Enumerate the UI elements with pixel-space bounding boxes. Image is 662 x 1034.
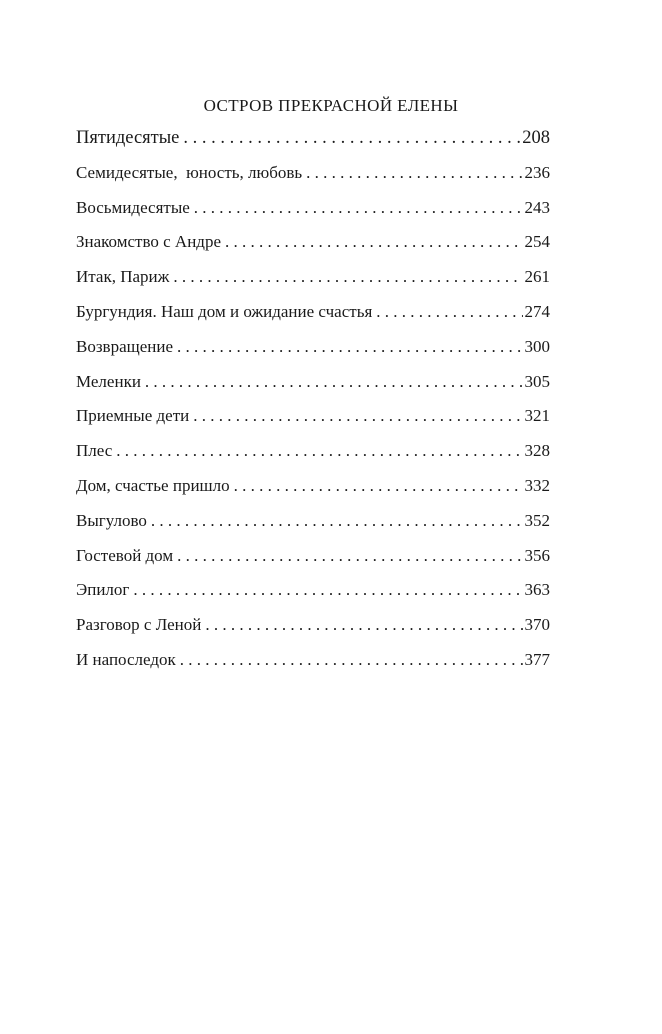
toc-entry-title: Пятидесятые: [76, 128, 180, 148]
toc-entry-title: И напоследок: [76, 649, 176, 669]
toc-entry: [76, 615, 550, 650]
toc-entry-title: Семидесятые, юность, любовь: [76, 162, 303, 182]
toc-entry-page: 377: [524, 649, 550, 669]
toc-entry-title: Разговор с Леной: [76, 615, 202, 635]
toc-entry-title: Восьмидесятые: [76, 197, 190, 217]
dot-leader: [234, 476, 523, 496]
dot-leader: [194, 198, 523, 218]
toc-entry-page: 328: [524, 441, 550, 461]
toc-entry-page: 370: [524, 615, 550, 635]
toc-entry-page: 243: [524, 197, 550, 217]
toc-entry-title: Гостевой дом: [76, 545, 174, 565]
dot-leader: [376, 302, 522, 322]
toc-entry-page: 300: [524, 336, 550, 356]
toc-entry-page: 332: [524, 475, 550, 495]
toc-entry: [76, 406, 550, 441]
toc-entry-page: 321: [524, 406, 550, 426]
toc-entry: [76, 441, 550, 476]
section-title: ОСТРОВ ПРЕКРАСНОЙ ЕЛЕНЫ: [203, 96, 459, 115]
toc-entry: [76, 580, 550, 615]
toc-entry: [76, 128, 550, 163]
toc-entry: [76, 372, 550, 407]
toc-entry: [76, 546, 550, 581]
toc-entry: [76, 163, 550, 198]
toc-entry-page: 236: [524, 162, 550, 182]
toc-entry: [76, 302, 550, 337]
toc-entry-title: Меленки: [76, 371, 141, 391]
dot-leader: [151, 511, 523, 531]
toc-entry-page: 274: [524, 301, 550, 321]
toc-entry-page: 352: [524, 510, 550, 530]
toc-entry-page: 305: [524, 371, 550, 391]
toc-entry-title: Возвращение: [76, 336, 174, 356]
dot-leader: [133, 580, 522, 600]
toc-entry: [76, 198, 550, 233]
toc-entry: [76, 337, 550, 372]
dot-leader: [306, 163, 522, 183]
toc-entry-page: 356: [524, 545, 550, 565]
toc-entry: [76, 650, 550, 685]
dot-leader: [116, 441, 522, 461]
dot-leader: [205, 615, 522, 635]
toc-entry: [76, 511, 550, 546]
toc-entry-page: 363: [524, 580, 550, 600]
dot-leader: [183, 128, 520, 149]
dot-leader: [173, 267, 522, 287]
toc-entry: [76, 267, 550, 302]
toc-entry: [76, 476, 550, 511]
dot-leader: [177, 337, 522, 357]
toc-entry-page: 261: [524, 267, 550, 287]
table-of-contents: [76, 128, 550, 685]
toc-entry-page: 254: [524, 232, 550, 252]
toc-entry-title: Дом, счастье пришло: [76, 475, 230, 495]
toc-entry: [76, 232, 550, 267]
dot-leader: [225, 232, 523, 252]
toc-entry-title: Эпилог: [76, 580, 130, 600]
dot-leader: [180, 650, 523, 670]
toc-entry-title: Итак, Париж: [76, 267, 170, 287]
toc-entry-title: Выгулово: [76, 510, 147, 530]
toc-entry-title: Бургундия. Наш дом и ожидание счастья: [76, 301, 373, 321]
dot-leader: [145, 372, 523, 392]
toc-entry-page: 208: [522, 128, 550, 148]
dot-leader: [177, 546, 522, 566]
toc-entry-title: Плес: [76, 441, 113, 461]
toc-entry-title: Знакомство с Андре: [76, 232, 221, 252]
toc-entry-title: Приемные дети: [76, 406, 190, 426]
dot-leader: [193, 406, 522, 426]
